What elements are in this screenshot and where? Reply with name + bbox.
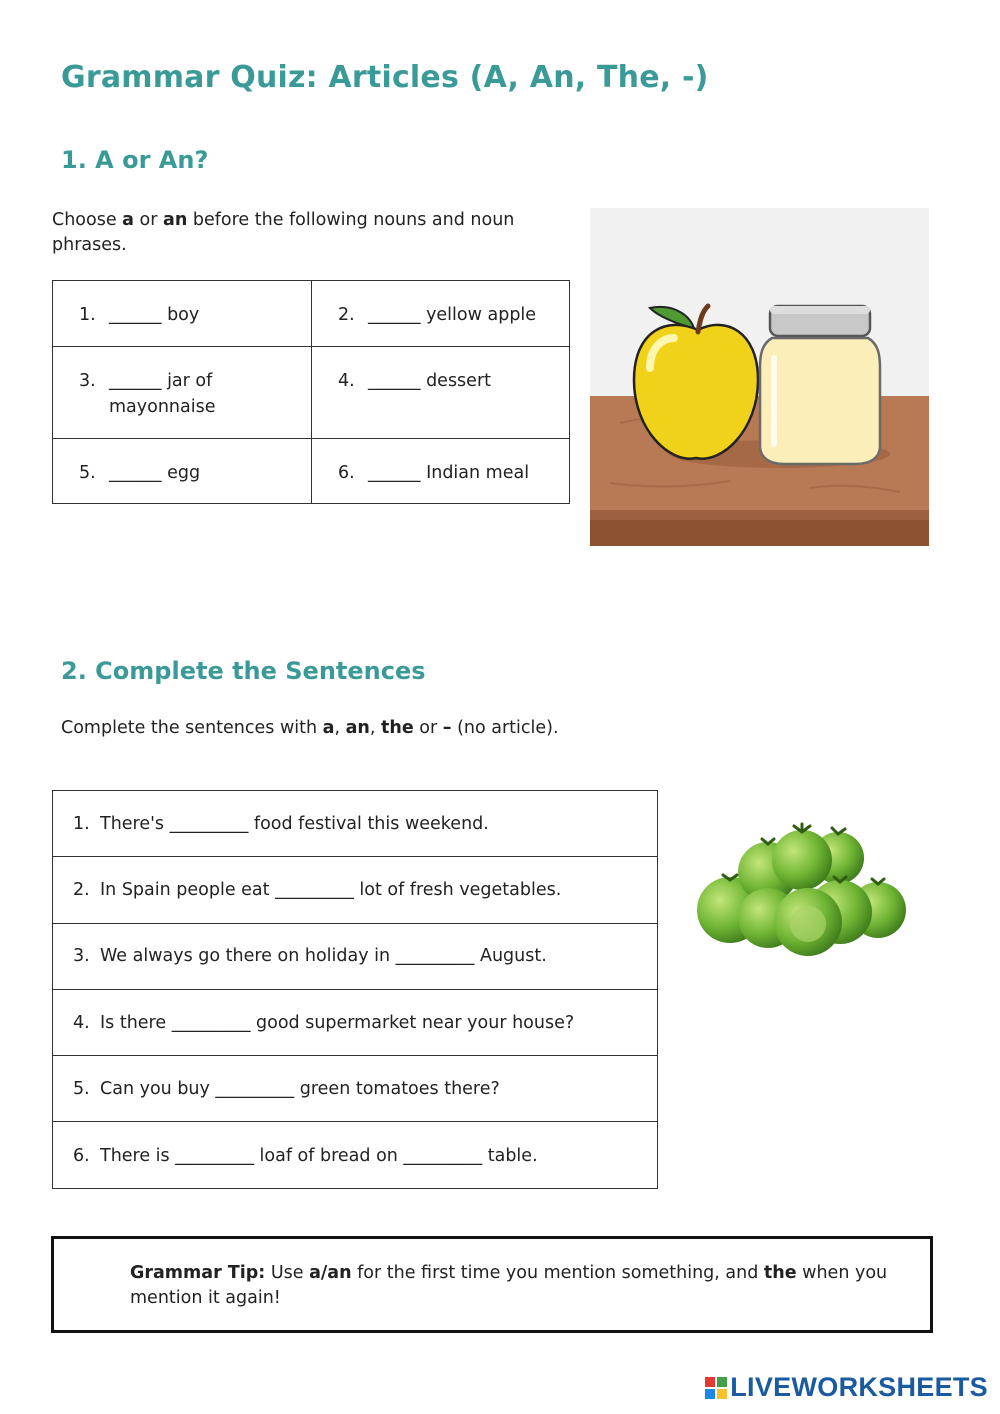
sentence-blank[interactable]: There is _________ loaf of bread on _________ table. <box>100 1145 538 1166</box>
blank-input[interactable]: ______ egg <box>109 463 201 483</box>
sentence-row: 2. In Spain people eat _________ lot of fresh vegetables. <box>53 857 657 923</box>
sentence-row: 3. We always go there on holiday in _________ August. <box>53 924 657 990</box>
blank-input[interactable]: ______ jar of mayonnaise <box>109 371 216 417</box>
section1-instruction: Choose a or an before the following nouns and noun phrases. <box>52 210 515 255</box>
sentence-blank[interactable]: In Spain people eat _________ lot of fresh vegetables. <box>100 879 562 900</box>
section1-heading: 1. A or An? <box>61 146 209 174</box>
sentence-blank[interactable]: Can you buy _________ green tomatoes there? <box>100 1078 500 1099</box>
section1-item-5: 5. ______ egg <box>53 439 312 503</box>
sentence-row: 5. Can you buy _________ green tomatoes there? <box>53 1056 657 1122</box>
grammar-tip-box: Grammar Tip: Use a/an for the first time you mention something, and the when you mention it again! <box>51 1236 933 1333</box>
sentence-blank[interactable]: We always go there on holiday in _________ August. <box>100 946 547 967</box>
section2-heading: 2. Complete the Sentences <box>61 657 426 685</box>
blank-input[interactable]: ______ boy <box>109 305 200 325</box>
section2-table <box>52 790 658 1189</box>
sentence-blank[interactable]: There's _________ food festival this weekend. <box>100 813 489 834</box>
page-title: Grammar Quiz: Articles (A, An, The, -) <box>61 60 709 95</box>
sentence-row: 6. There is _________ loaf of bread on _________ table. <box>73 1145 538 1166</box>
section1-table <box>52 280 570 504</box>
section1-item-6: 6. ______ Indian meal <box>312 439 569 503</box>
liveworksheets-logo[interactable] <box>705 1372 988 1403</box>
sentence-row: 4. Is there _________ good supermarket near your house? <box>53 990 657 1056</box>
liveworksheets-brand-text: LIVEWORKSHEETS <box>730 1372 988 1402</box>
sentence-row: 1. There's _________ food festival this weekend. <box>53 791 657 857</box>
sentence-blank[interactable]: Is there _________ good supermarket near your house? <box>100 1012 575 1033</box>
blank-input[interactable]: ______ dessert <box>368 371 491 391</box>
section1-item-4: 4. ______ dessert <box>312 347 569 439</box>
blank-input[interactable]: ______ yellow apple <box>368 305 537 325</box>
section1-item-2: 2. ______ yellow apple <box>312 281 569 347</box>
section1-item-3: 3. ______ jar of mayonnaise <box>53 347 312 439</box>
apple-and-jar-illustration <box>590 208 929 546</box>
section1-item-1: 1. ______ boy <box>53 281 312 347</box>
blank-input[interactable]: ______ Indian meal <box>368 463 530 483</box>
green-tomatoes-photo <box>690 820 910 965</box>
section2-instruction: Complete the sentences with a, an, the or – (no article). <box>61 718 559 738</box>
liveworksheets-logo-icon <box>705 1377 727 1399</box>
